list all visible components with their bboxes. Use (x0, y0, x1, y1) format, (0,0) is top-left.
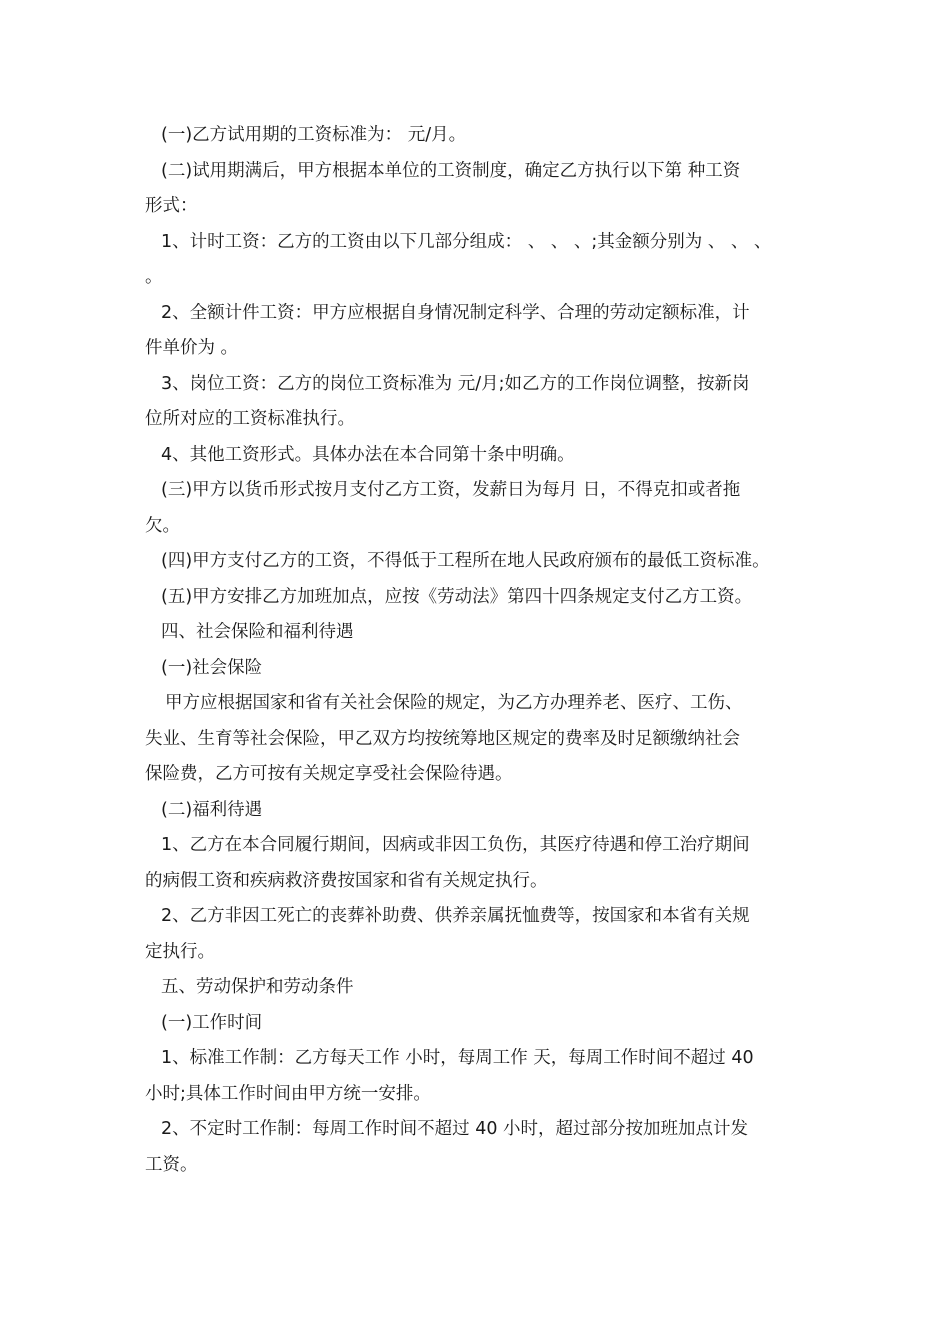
text-line: 1、计时工资：乙方的工资由以下几部分组成： 、 、 、;其金额分别为 、 、 、 (161, 231, 772, 252)
text-line: 2、乙方非因工死亡的丧葬补助费、供养亲属抚恤费等，按国家和本省有关规 (161, 906, 750, 926)
text-line: (一)乙方试用期的工资标准为： 元/月。 (161, 125, 467, 145)
text-line: 。 (145, 267, 163, 287)
text-line: 形式： (145, 196, 198, 216)
subsection-heading: (二)福利待遇 (161, 799, 263, 820)
text-line: (三)甲方以货币形式按月支付乙方工资，发薪日为每月 日，不得克扣或者拖 (161, 480, 741, 500)
section-heading: 五、劳动保护和劳动条件 (161, 977, 354, 997)
text-line: 的病假工资和疾病救济费按国家和省有关规定执行。 (145, 870, 548, 891)
text-line: 欠。 (145, 515, 180, 536)
text-line: 2、全额计件工资：甲方应根据自身情况制定科学、合理的劳动定额标准，计 (161, 302, 750, 323)
subsection-heading: (一)工作时间 (161, 1012, 263, 1033)
document-body (145, 118, 820, 1183)
text-line: 2、不定时工作制：每周工作时间不超过 40 小时，超过部分按加班加点计发 (161, 1119, 749, 1139)
text-line: 定执行。 (145, 941, 215, 962)
section-heading: 四、社会保险和福利待遇 (161, 622, 354, 642)
text-line: 工资。 (145, 1154, 198, 1175)
text-line: 3、岗位工资：乙方的岗位工资标准为 元/月;如乙方的工作岗位调整，按新岗 (161, 373, 750, 394)
text-line: (四)甲方支付乙方的工资，不得低于工程所在地人民政府颁布的最低工资标准。 (161, 551, 770, 571)
text-line: (二)试用期满后，甲方根据本单位的工资制度，确定乙方执行以下第 种工资 (161, 160, 741, 181)
text-line: 4、其他工资形式。具体办法在本合同第十条中明确。 (161, 444, 575, 465)
text-line: (五)甲方安排乙方加班加点，应按《劳动法》第四十四条规定支付乙方工资。 (161, 586, 753, 607)
text-line: 失业、生育等社会保险，甲乙双方均按统筹地区规定的费率及时足额缴纳社会 (145, 728, 740, 749)
text-line: 保险费，乙方可按有关规定享受社会保险待遇。 (145, 764, 513, 784)
subsection-heading: (一)社会保险 (161, 657, 263, 678)
text-line: 1、标准工作制：乙方每天工作 小时，每周工作 天，每周工作时间不超过 40 (161, 1048, 754, 1068)
text-line: 小时;具体工作时间由甲方统一安排。 (145, 1083, 431, 1104)
text-line: 甲方应根据国家和省有关社会保险的规定，为乙方办理养老、医疗、工伤、 (165, 693, 743, 713)
text-line: 1、乙方在本合同履行期间，因病或非因工负伤，其医疗待遇和停工治疗期间 (161, 835, 750, 855)
text-line: 件单价为 。 (145, 338, 239, 358)
text-line: 位所对应的工资标准执行。 (145, 409, 355, 429)
